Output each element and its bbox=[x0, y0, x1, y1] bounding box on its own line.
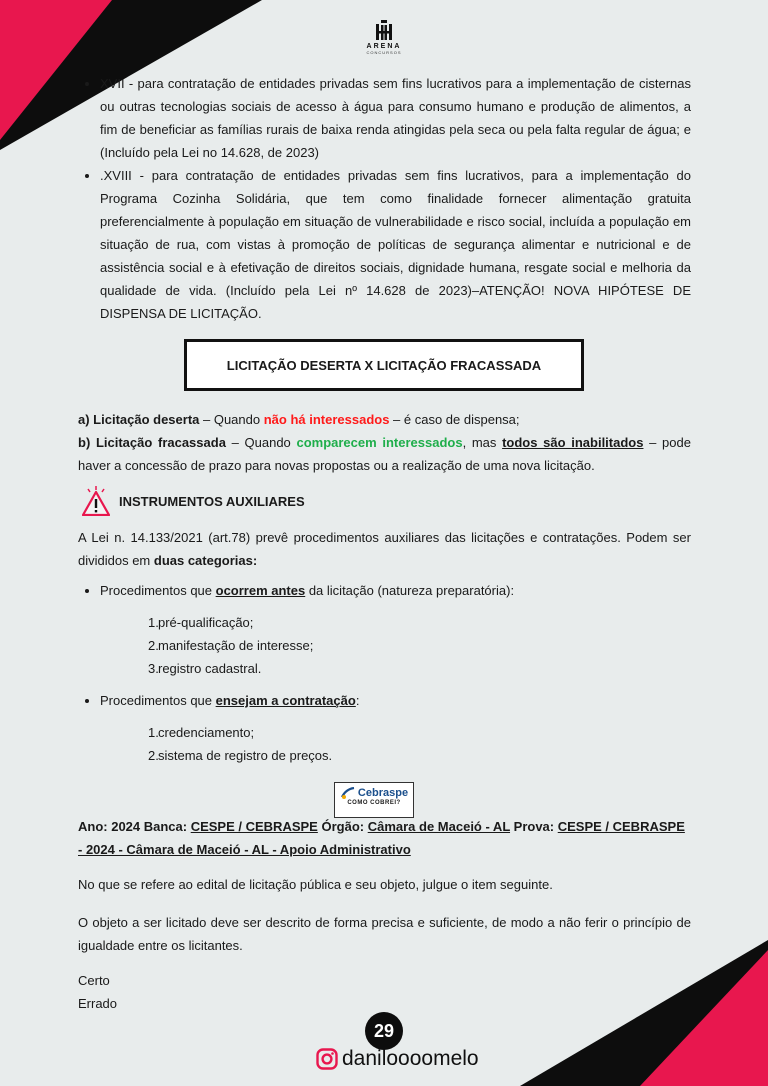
answer-options bbox=[78, 969, 691, 1015]
list-item-group1: • Procedimentos que ocorrem antes da licitação (natureza preparatória): bbox=[100, 579, 691, 602]
arena-logo bbox=[356, 20, 412, 55]
instrumentos-title: INSTRUMENTOS AUXILIARES bbox=[119, 493, 305, 509]
cebraspe-subtitle: COMO COBREI? bbox=[347, 800, 401, 806]
definition-fracassada: b) Licitação fracassada – Quando comparecem interessados, mas todos são inabilitados – pode haver a concessão de prazo para novas propostas ou a realização de uma nova licitação. bbox=[78, 435, 691, 473]
list-item: 2.manifestação de interesse; bbox=[148, 638, 314, 653]
definitions bbox=[78, 408, 691, 477]
handle-text: daniloooomelo bbox=[342, 1047, 479, 1070]
warning-icon bbox=[82, 486, 110, 516]
logo-subtitle: CONCURSOS bbox=[366, 50, 402, 55]
page-number: 29 bbox=[365, 1012, 403, 1050]
cebraspe-name: Cebraspe bbox=[357, 787, 409, 799]
group1-list bbox=[148, 611, 313, 680]
question-intro: No que se refere ao edital de licitação pública e seu objeto, julgue o item seguinte. bbox=[78, 877, 553, 892]
section-title: LICITAÇÃO DESERTA X LICITAÇÃO FRACASSADA bbox=[226, 357, 542, 373]
instrumentos-intro: A Lei n. 14.133/2021 (art.78) prevê procedimentos auxiliares das licitações e contratações. Podem ser divididos em duas categorias: bbox=[78, 530, 691, 568]
list-item-xvii: • XVII - para contratação de entidades privadas sem fins lucrativos para a implementação de cisternas ou outras tecnologias sociais de acesso à água para consumo humano e produção de alimentos, a fim de beneficiar as famílias rurais de baixa renda atingidas pela seca ou pela falta regular de água; e (Incluído pela Lei no 14.628, de 2023) bbox=[100, 72, 691, 164]
question-header: Ano: 2024 Banca: CESPE / CEBRASPE Órgão: Câmara de Maceió - AL Prova: CESPE / CEBRASPE - 2024 - Câmara de Maceió - AL - Apoio Administrativo bbox=[78, 819, 685, 857]
question-statement: O objeto a ser licitado deve ser descrito de forma precisa e suficiente, de modo a não ferir o princípio de igualdade entre os licitantes. bbox=[78, 915, 691, 953]
cebraspe-logo-icon bbox=[340, 787, 356, 799]
list-item-group2: • Procedimentos que ensejam a contratação: bbox=[100, 689, 691, 712]
list-item-xviii: • .XVIII - para contratação de entidades privadas sem fins lucrativos, para a implementação do Programa Cozinha Solidária, que tem como finalidade fornecer alimentação gratuita preferencialmente à população em situação de vulnerabilidade e risco social, incluída a população em situação de rua, com vistas à promoção de políticas de segurança alimentar e nutricional e de assistência social e à efetivação de direitos sociais, dignidade humana, resgate social e melhoria da qualidade de vida. (Incluído pela Lei nº 14.628 de 2023)–ATENÇÃO! NOVA HIPÓTESE DE DISPENSA DE LICITAÇÃO. bbox=[100, 164, 691, 325]
list-item: 1.pré-qualificação; bbox=[148, 615, 254, 630]
orgao-link[interactable]: Câmara de Maceió - AL bbox=[367, 819, 511, 834]
definition-deserta: a) Licitação deserta – Quando não há interessados – é caso de dispensa; bbox=[78, 412, 520, 427]
option-certo[interactable]: Certo bbox=[78, 973, 110, 988]
bullet-list-top bbox=[78, 72, 691, 325]
instagram-icon bbox=[316, 1048, 338, 1070]
list-item: 2.sistema de registro de preços. bbox=[148, 748, 333, 763]
banca-link[interactable]: CESPE / CEBRASPE bbox=[190, 819, 318, 834]
list-item: 1.credenciamento; bbox=[148, 725, 255, 740]
group2-heading bbox=[78, 689, 691, 712]
instrumentos-heading bbox=[82, 486, 305, 516]
arena-logo-icon bbox=[375, 20, 393, 42]
group1-heading bbox=[78, 579, 691, 602]
section-title-box bbox=[184, 339, 584, 391]
prova-link[interactable]: CESPE / CEBRASPE - 2024 - Câmara de Maceió - AL - Apoio Administrativo bbox=[78, 819, 685, 857]
list-item: 3.registro cadastral. bbox=[148, 661, 262, 676]
group2-list bbox=[148, 721, 332, 767]
cebraspe-badge bbox=[334, 782, 414, 818]
option-errado[interactable]: Errado bbox=[78, 996, 118, 1011]
instagram-handle bbox=[316, 1047, 479, 1071]
logo-name: ARENA bbox=[366, 43, 402, 50]
